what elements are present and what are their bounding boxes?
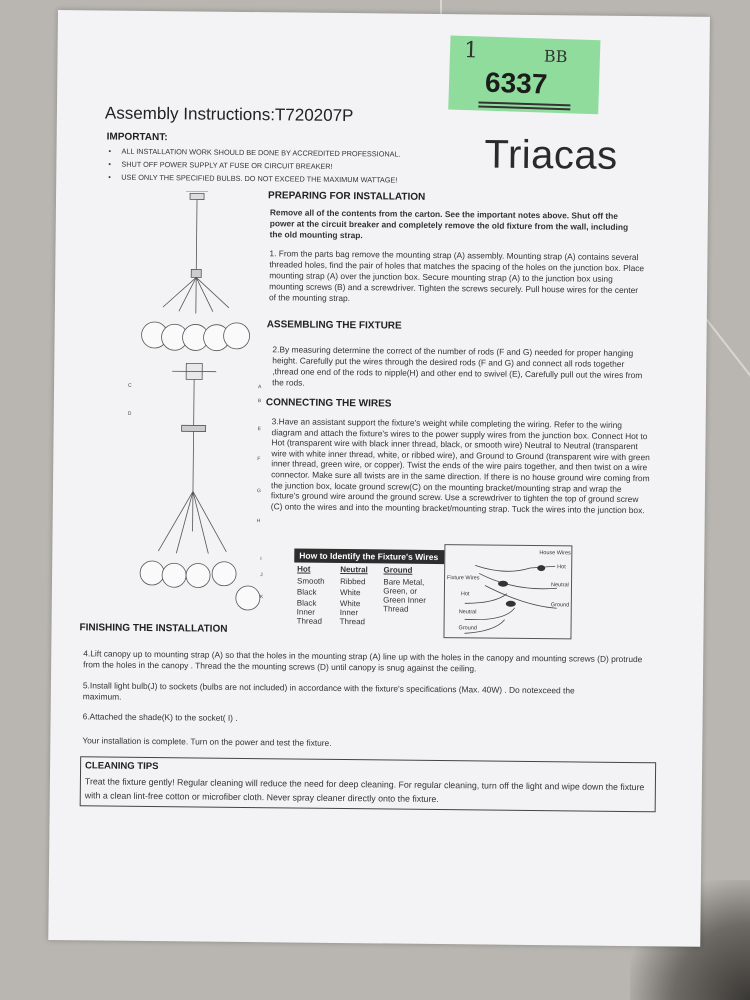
step-1-text: 1. From the parts bag remove the mounting strap (A) assembly. Mounting strap (A) contains several threaded holes, find the pair of holes that matches the spacing of the holes on the junction box. Place mounting strap (A) over the junction box. Secure mounting strap (A) to the junction box using mounting screws (B) and a screwdriver. Tighten the screws securely. Pull house wires for the center of the mounting strap. [268,248,645,304]
part-letter-J: J [260,572,263,579]
page-title: Assembly Instructions:T720207P [104,103,354,126]
part-letter-B: B [257,398,262,405]
step-4-text: 4.Lift canopy up to mounting strap (A) so that the holes in the mounting strap (A) line up with the holes in the canopy and mounting screws (D) protrude from the holes in the canopy . Thread the the mounting screws (D) until canopy is snug against the ceiling. [83,648,643,674]
handwritten-initials: BB [543,46,568,67]
wire-table-header: Hot [297,564,311,574]
wire-table-cell: Black Inner Thread [296,598,323,626]
fixture-illustration [120,191,274,613]
step-5-text: 5.Install light bulb(J) to sockets (bulbs are not included) in accordance with the fixture's specifications (Max. 40W) . Do notexceed the maximum. [82,680,575,702]
diagram-label: Fixture Wires [447,575,480,582]
part-letter-F: F [257,456,261,463]
wire-table-cell: White [339,587,361,598]
wire-identification-table [294,549,445,629]
step-3-text: 3.Have an assistant support the fixture's weight while completing the wiring. Refer to the wiring diagram and attach the fixture's wires to the power supply wires from the junction box. Connect Hot to Hot (transparent wire with black inner thread, black, or smooth wire) Neutral to Neutral (transparent wire with white inner thread, white, or ribbed wire), and Ground to Ground (transparent wire with green inner thread, green wire, or copper). Twist the ends of the wire pairs together, and then twist on a wire connector. Make sure all twists are in the same direction. If there is no house ground wire coming from the junction box, locate ground screw(C) on the mounting bracket/mounting strap and wrap the fixture's ground wire around the ground screw. Use a screwdriver to tighten the top of ground screw (C) onto the wires and into the mounting bracket/mounting strap. Tuck the wires into the junction box. [270,416,650,515]
section-heading-connecting: CONNECTING THE WIRES [265,397,392,410]
diagram-label: Neutral [550,582,569,589]
important-list [106,145,401,187]
step-6-text: 6.Attached the shade(K) to the socket( I) . [82,711,238,723]
important-label: IMPORTANT: [106,131,168,144]
part-letter-A: A [258,384,262,391]
part-letter-I: I [260,556,262,563]
part-letter-K: K [259,594,264,601]
part-letter-H: H [256,518,261,525]
handwritten-number: 1 [463,37,479,64]
diagram-label: House Wires [539,550,571,557]
section-heading-preparing: PREPARING FOR INSTALLATION [268,190,426,203]
wire-table-cell: Ribbed [340,576,366,587]
part-letter-G: G [256,488,261,495]
diagram-label: Ground [458,625,477,632]
cleaning-tips-text: Treat the fixture gently! Regular cleaning will reduce the need for deep cleaning. For regular cleaning, turn off the light and wipe down the fixture with a clean lint-free cotton or microfiber cloth. Never spray cleaner directly onto the fixture. [84,776,645,805]
part-letter-E: E [257,426,261,433]
section-heading-assembling: ASSEMBLING THE FIXTURE [266,319,402,332]
wire-table-cell: Smooth [296,576,325,586]
preparing-intro: Remove all of the contents from the carton. See the important notes above. Shut off the power at the circuit breaker and completely remove the old fixture from the wall, including the old mounting strap. [269,207,629,241]
wire-table-header: Neutral [340,564,368,575]
cleaning-tips-box [80,756,656,812]
completion-text: Your installation is complete. Turn on the power and test the fixture. [82,735,332,748]
cleaning-tips-heading: CLEANING TIPS [85,760,159,773]
part-letter-C: C [128,382,132,389]
instruction-sheet [48,10,710,947]
brand-logo-text: Triacas [484,132,618,178]
underline [478,105,570,109]
important-item: • ALL INSTALLATION WORK SHOULD BE DONE BY ACCREDITED PROFESSIONAL. [106,145,400,161]
step-2-text: 2.By measuring determine the correct of the number of rods (F and G) needed for proper hanging height. Carefully put the wires through the desired rods (F and G) and connect all rods together ,thread one end of the rods to nipple(H) and other end to swivel (E), Carefully pull out the wires from the rods. [272,344,643,388]
wire-table-title: How to Identify the Fixture's Wires [294,549,444,565]
section-heading-finishing: FINISHING THE INSTALLATION [79,622,228,635]
important-item: • SHUT OFF POWER SUPPLY AT FUSE OR CIRCUIT BREAKER! [106,158,400,174]
wire-table-cell: White Inner Thread [339,598,366,627]
diagram-label: Hot [460,591,470,598]
diagram-label: Neutral [458,609,477,616]
diagram-label: Ground [550,602,570,609]
sticky-note [448,36,600,115]
wiring-diagram [443,544,572,639]
sticky-note-number: 6337 [484,66,548,100]
wire-table-cell: Black [296,587,317,597]
wire-table-cell: Bare Metal, Green, or Green Inner Thread [383,577,426,614]
important-item: • USE ONLY THE SPECIFIED BULBS. DO NOT EXCEED THE MAXIMUM WATTAGE! [106,171,400,187]
wire-table-header: Ground [383,565,413,575]
part-letter-D: D [127,410,132,417]
diagram-label: Hot [557,564,566,571]
